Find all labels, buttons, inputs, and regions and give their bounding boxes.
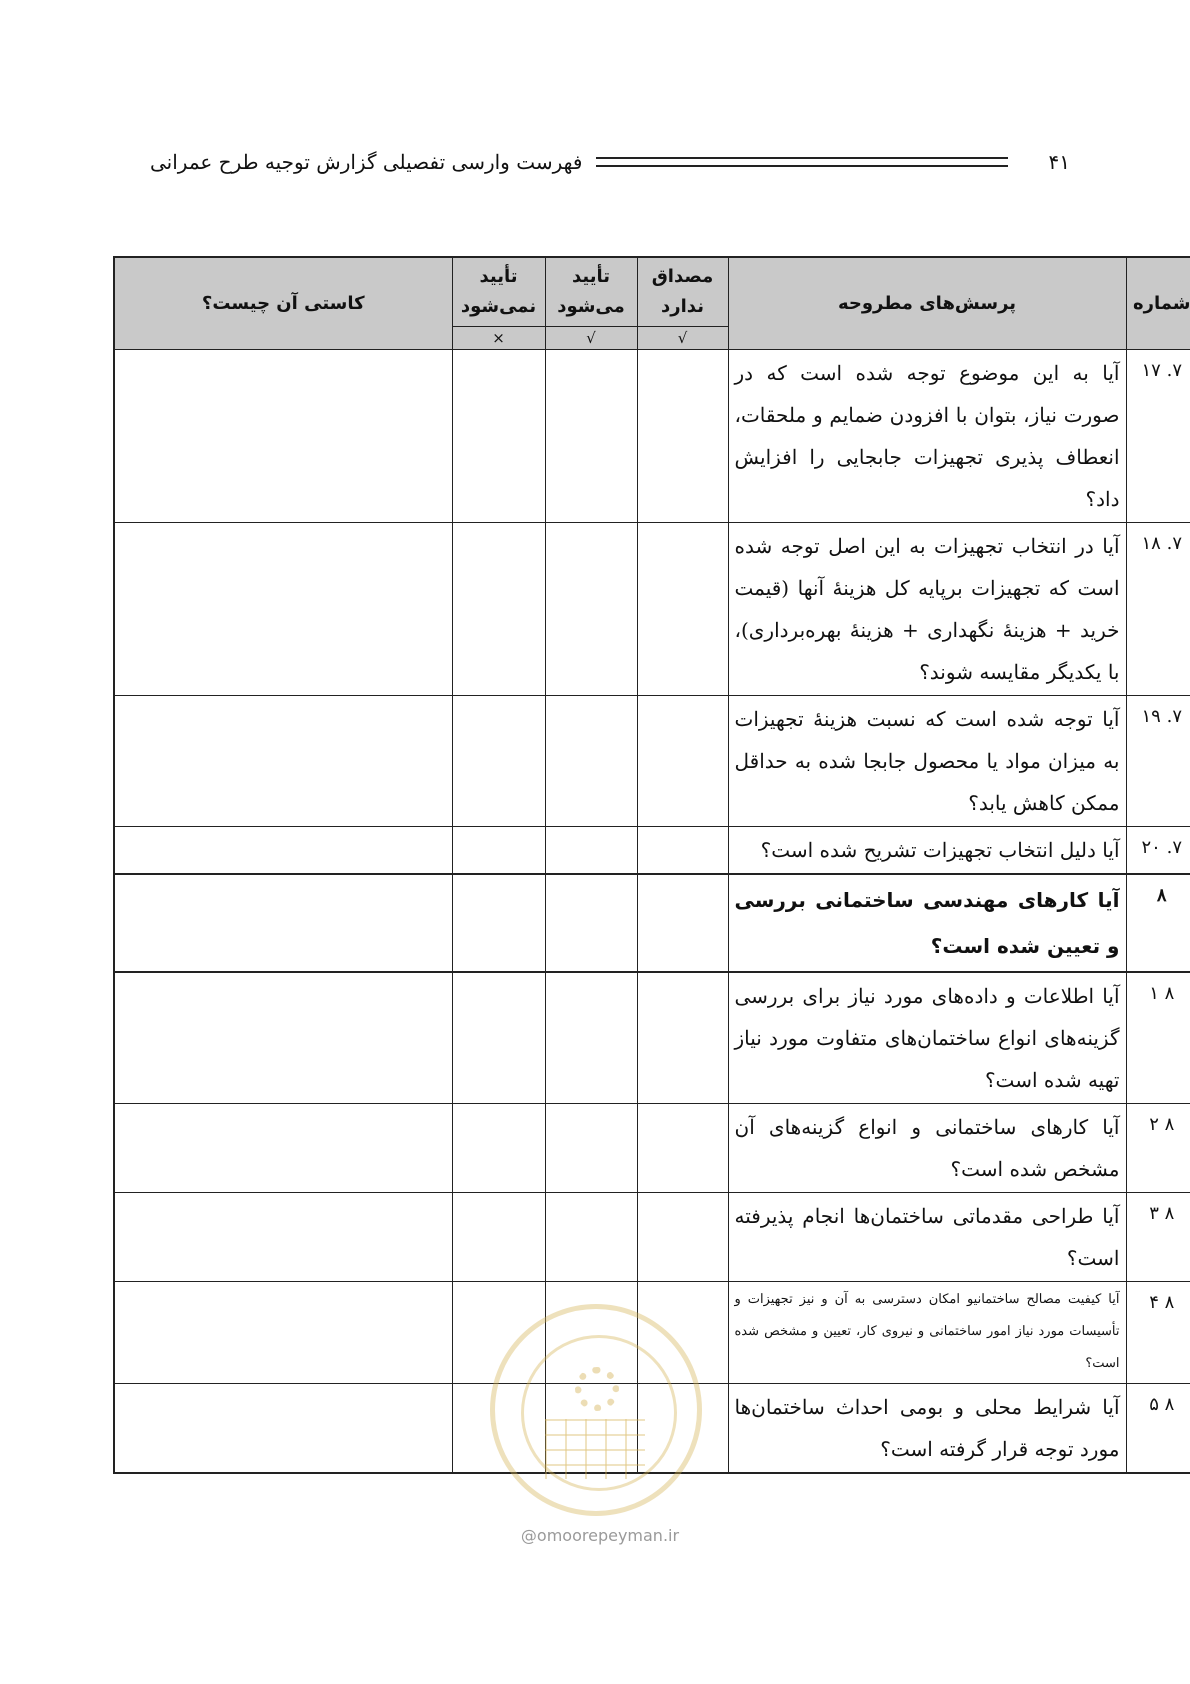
cell-approved[interactable] [545,350,637,523]
cell-deficiency[interactable] [114,1104,452,1193]
cell-not-applicable[interactable] [637,972,728,1104]
page-number: ۴۱ [1048,150,1070,174]
table-row [114,1193,1190,1282]
row-number: ۷. ۱۷ [1126,350,1190,523]
row-question: آیا به این موضوع توجه شده است که در صورت نیاز، بتوان با افزودن ضمایم و ملحقات، انعطاف پذیری تجهیزات جابجایی را افزایش داد؟ [728,350,1126,523]
cell-deficiency[interactable] [114,1193,452,1282]
cell-deficiency[interactable] [114,874,452,972]
header-not-approved: تأیید نمی‌شود [452,257,545,327]
cell-not-applicable[interactable] [637,523,728,696]
header-approved: تأیید می‌شود [545,257,637,327]
cell-approved[interactable] [545,696,637,827]
table-row [114,350,1190,523]
checklist-table [113,256,1190,1474]
row-question: آیا طراحی مقدماتی ساختمان‌ها انجام پذیرفته است؟ [728,1193,1126,1282]
table-row [114,523,1190,696]
row-number: ۸ ۵ [1126,1384,1190,1474]
cell-deficiency[interactable] [114,1384,452,1474]
mark-approved: √ [545,327,637,350]
header-deficiency: کاستی آن چیست؟ [114,257,452,350]
cell-not-applicable[interactable] [637,827,728,875]
cell-not-applicable[interactable] [637,1104,728,1193]
cell-approved[interactable] [545,972,637,1104]
cell-not-approved[interactable] [452,696,545,827]
row-number: ۸ ۴ [1126,1282,1190,1384]
cell-deficiency[interactable] [114,972,452,1104]
watermark-url: @omoorepeyman.ir [520,1526,680,1545]
cell-deficiency[interactable] [114,523,452,696]
row-number: ۷. ۲۰ [1126,827,1190,875]
cell-not-approved[interactable] [452,1193,545,1282]
cell-not-applicable[interactable] [637,696,728,827]
cell-not-approved[interactable] [452,523,545,696]
section-question: آیا کارهای مهندسی ساختمانی بررسی و تعیین شده است؟ [728,874,1126,972]
cell-deficiency[interactable] [114,350,452,523]
section-number: ۸ [1126,874,1190,972]
cell-approved[interactable] [545,1104,637,1193]
header-questions: پرسش‌های مطروحه [728,257,1126,350]
row-question: آیا اطلاعات و داده‌های مورد نیاز برای بررسی گزینه‌های انواع ساختمان‌های متفاوت مورد نیاز تهیه شده است؟ [728,972,1126,1104]
cell-not-approved[interactable] [452,972,545,1104]
cell-deficiency[interactable] [114,1282,452,1384]
row-question: آیا کارهای ساختمانی و انواع گزینه‌های آن مشخص شده است؟ [728,1104,1126,1193]
cell-deficiency[interactable] [114,827,452,875]
page-header [150,142,1070,182]
cell-not-applicable[interactable] [637,874,728,972]
cell-not-approved[interactable] [452,350,545,523]
cell-not-applicable[interactable] [637,1193,728,1282]
row-number: ۷. ۱۸ [1126,523,1190,696]
header-not-applicable: مصداق ندارد [637,257,728,327]
mark-not-approved: × [452,327,545,350]
cell-not-approved[interactable] [452,1104,545,1193]
table-row [114,1104,1190,1193]
gear-icon [575,1367,619,1411]
row-question: آیا دلیل انتخاب تجهیزات تشریح شده است؟ [728,827,1126,875]
table-row [114,696,1190,827]
cell-not-approved[interactable] [452,874,545,972]
row-number: ۸ ۲ [1126,1104,1190,1193]
table-row-section [114,874,1190,972]
cell-approved[interactable] [545,523,637,696]
row-number: ۸ ۳ [1126,1193,1190,1282]
header-number: شماره [1126,257,1190,350]
row-question: آیا کیفیت مصالح ساختمانیو امکان دسترسی به آن و نیز تجهیزات و تأسیسات مورد نیاز امور ساختمانی و نیروی کار، تعیین و مشخص شده است؟ [728,1282,1126,1384]
row-question: آیا در انتخاب تجهیزات به این اصل توجه شده است که تجهیزات برپایه کل هزینهٔ آنها (قیمت خرید + هزینهٔ نگهداری + هزینهٔ بهره‌برداری)، با یکدیگر مقایسه شوند؟ [728,523,1126,696]
table-row [114,972,1190,1104]
cell-not-applicable[interactable] [637,350,728,523]
mark-not-applicable: √ [637,327,728,350]
cell-approved[interactable] [545,827,637,875]
cell-approved[interactable] [545,874,637,972]
cell-deficiency[interactable] [114,696,452,827]
watermark-logo [490,1304,702,1516]
row-question: آیا توجه شده است که نسبت هزینهٔ تجهیزات به میزان مواد یا محصول جابجا شده به حداقل ممکن کاهش یابد؟ [728,696,1126,827]
cell-not-approved[interactable] [452,827,545,875]
table-row [114,827,1190,875]
row-number: ۸ ۱ [1126,972,1190,1104]
header-double-rule [596,157,1008,167]
running-title: فهرست وارسی تفصیلی گزارش توجیه طرح عمرانی [150,150,583,174]
row-question: آیا شرایط محلی و بومی احداث ساختمان‌ها مورد توجه قرار گرفته است؟ [728,1384,1126,1474]
watermark-grid [545,1419,645,1479]
row-number: ۷. ۱۹ [1126,696,1190,827]
cell-approved[interactable] [545,1193,637,1282]
